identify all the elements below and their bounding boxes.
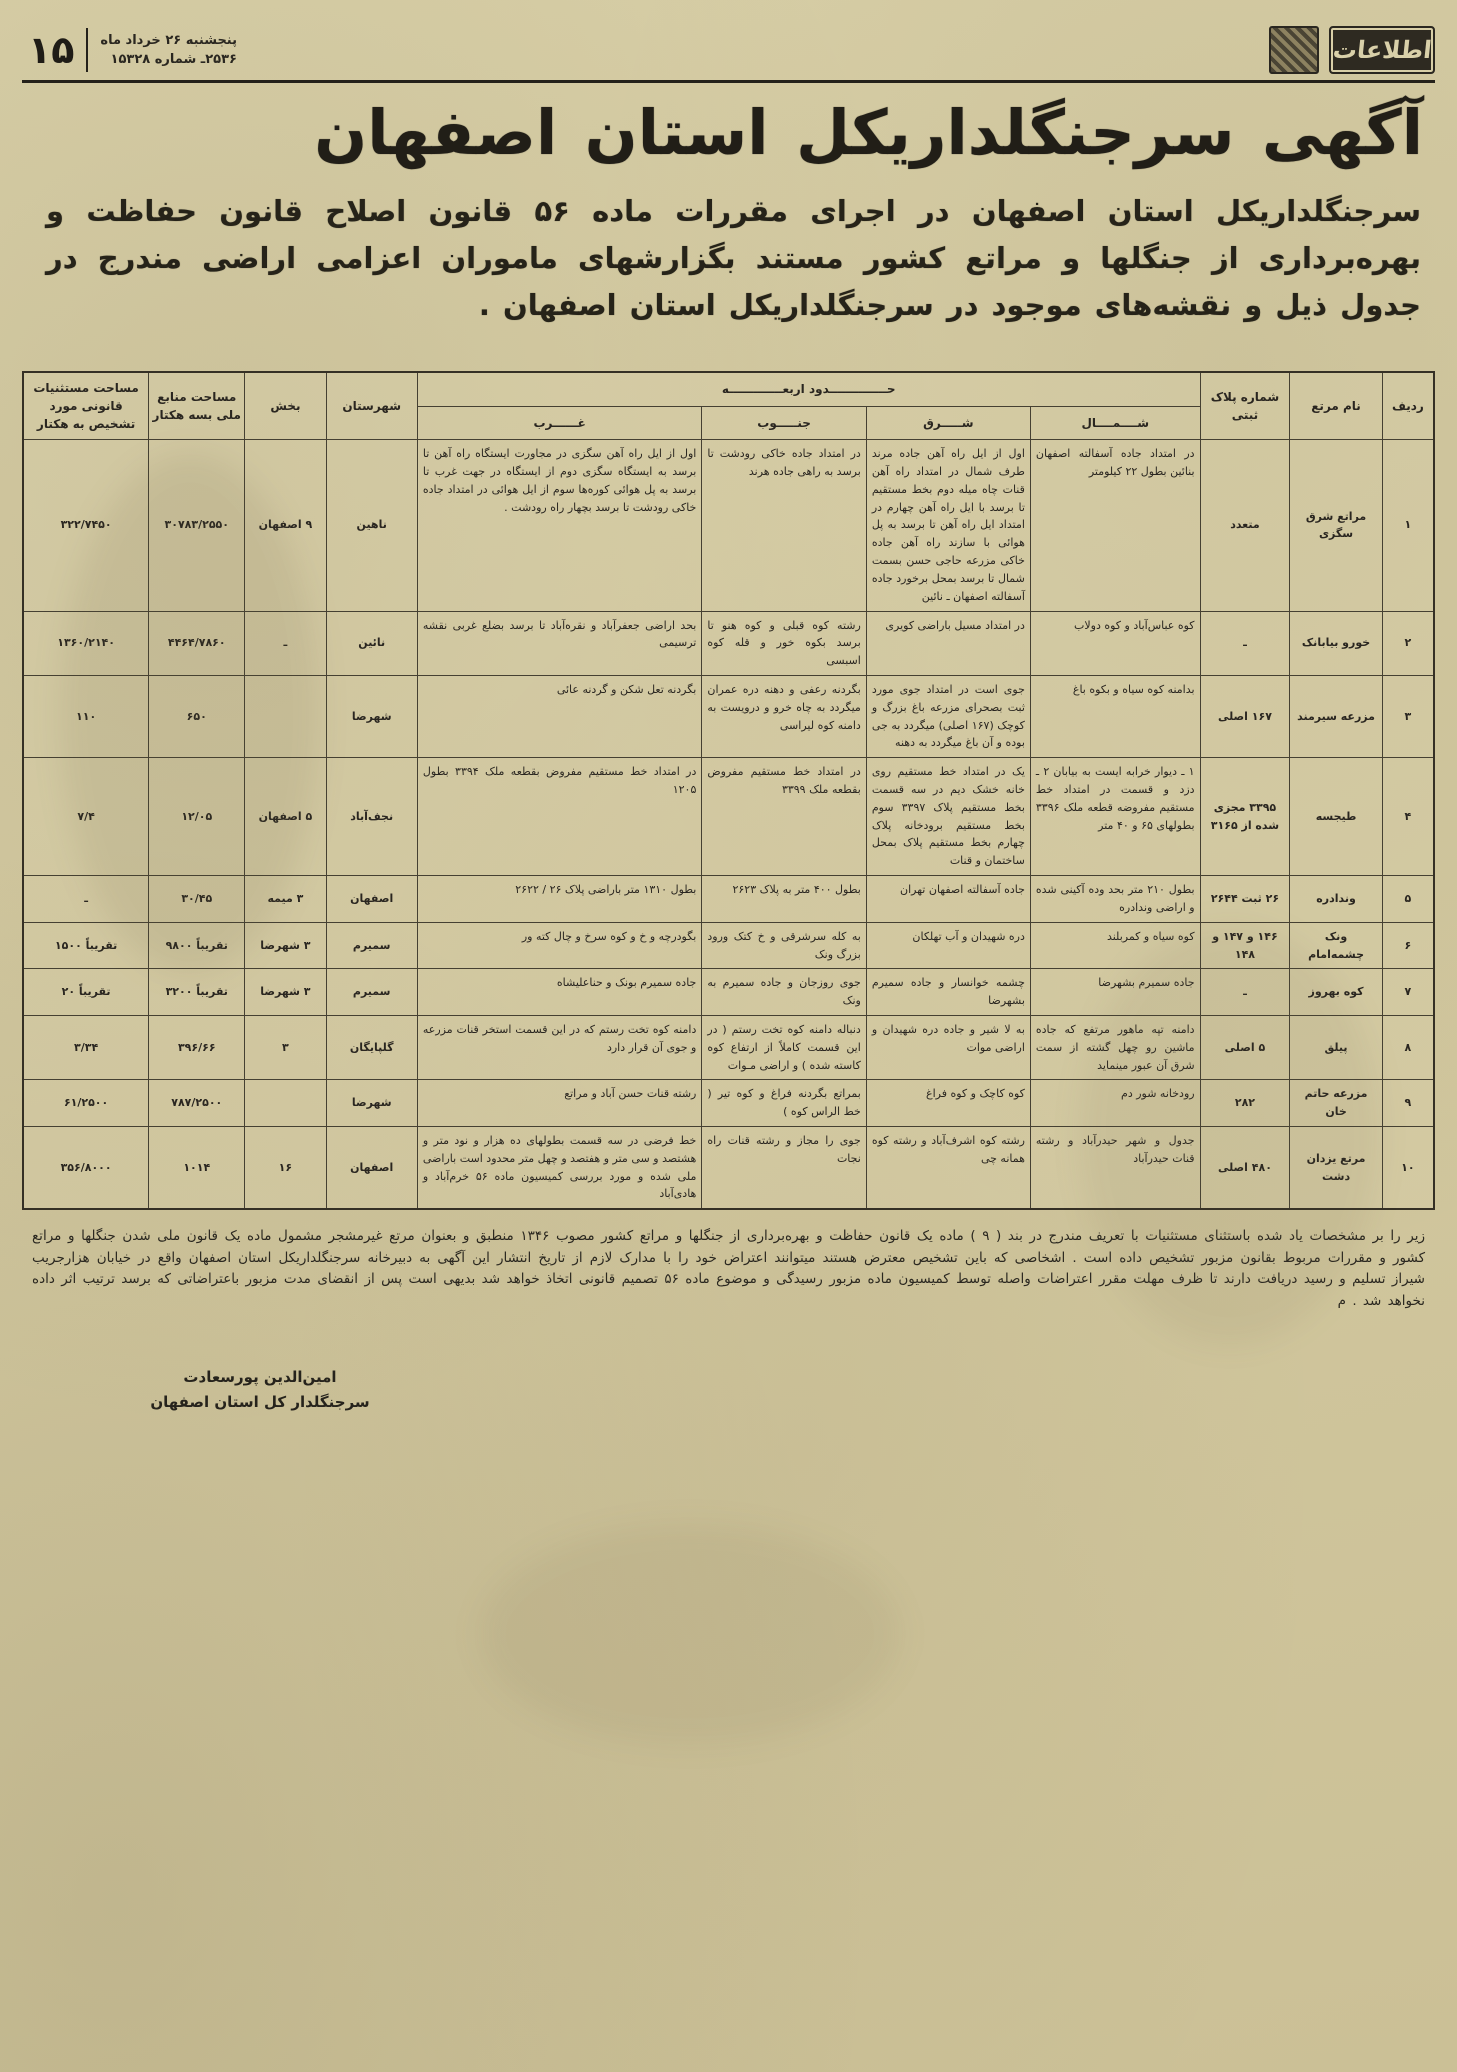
cell-county: اصفهان xyxy=(326,1127,417,1210)
cell-exception: ۷/۴ xyxy=(23,758,149,876)
brand-group xyxy=(1269,26,1435,74)
header-north: شــــمــــال xyxy=(1030,406,1200,439)
cell-name: مرتع یزدان دشت xyxy=(1290,1127,1382,1210)
cell-national: ۴۴۶۴/۷۸۶۰ xyxy=(149,611,245,675)
cell-west: بطول ۱۳۱۰ متر باراضی پلاک ۲۶ / ۲۶۲۲ xyxy=(417,876,701,923)
notice-intro: سرجنگلداریکل استان اصفهان در اجرای مقررات ماده ۵۶ قانون اصلاح قانون حفاظت و بهره‌برداری از جنگلها و مراتع کشور مستند بگزارشهای ماموران اعزامی اراضی مندرج در جدول ذیل و نقشه‌های موجود در سرجنگلداریکل استان اصفهان . xyxy=(46,194,1421,323)
cell-radif: ۹ xyxy=(1382,1080,1434,1127)
signature-name: امین‌الدین پورسعادت xyxy=(183,1367,337,1386)
cell-south: جوی روزجان و جاده سمیرم به ونک xyxy=(702,969,866,1016)
cell-west: خط فرضی در سه قسمت بطولهای ده هزار و نود متر و هشتصد و سی متر و هفتصد و چهل متر محدود است باراضی ملی شده و مورد بررسی کمیسیون ماده ۵۶ خرم‌آباد و هادی‌آباد xyxy=(417,1127,701,1210)
header-south: جنـــــوب xyxy=(702,406,866,439)
boundaries-table xyxy=(22,371,1435,1210)
cell-south: در امتداد خط مستقیم مفروض بقطعه ملک ۳۳۹۹ xyxy=(702,758,866,876)
cell-radif: ۲ xyxy=(1382,611,1434,675)
table-row xyxy=(23,1080,1434,1127)
issue-group xyxy=(22,28,237,72)
cell-east: جوی است در امتداد جوی مورد ثبت بصحرای مزرعه باغ بزرگ و کوچک (۱۶۷ اصلی) میگردد به جی بوده و آن باغ میگردد به دهنه xyxy=(866,675,1030,757)
cell-radif: ۱ xyxy=(1382,440,1434,611)
cell-county: نائین xyxy=(326,611,417,675)
notice-headline: آگهی سرجنگلداریکل استان اصفهان xyxy=(314,96,1423,169)
cell-district: ۳ میمه xyxy=(245,876,326,923)
cell-district: ۹ اصفهان xyxy=(245,440,326,611)
header-exception-area: مساحت مستثنیات قانونی مورد تشخیص به هکتار xyxy=(23,372,149,440)
cell-name: مراتع شرق سگزی xyxy=(1290,440,1382,611)
cell-west: بگودرچه و خ و کوه سرخ و چال کته ور xyxy=(417,922,701,969)
cell-radif: ۵ xyxy=(1382,876,1434,923)
cell-plaque: ۱۶۷ اصلی xyxy=(1200,675,1290,757)
cell-west: در امتداد خط مستقیم مفروض بقطعه ملک ۳۳۹۴ بطول ۱۲۰۵ xyxy=(417,758,701,876)
page-number: ۱۵ xyxy=(28,28,75,72)
cell-county: اصفهان xyxy=(326,876,417,923)
cell-north: بدامنه کوه سیاه و بکوه باغ xyxy=(1030,675,1200,757)
header-east: شـــــرق xyxy=(866,406,1030,439)
cell-name: مزرعه حاتم خان xyxy=(1290,1080,1382,1127)
cell-east: به لا شیر و جاده دره شهیدان و اراضی موات xyxy=(866,1015,1030,1079)
cell-radif: ۴ xyxy=(1382,758,1434,876)
cell-exception: ۱۱۰ xyxy=(23,675,149,757)
cell-south: بطول ۴۰۰ متر به پلاک ۲۶۲۳ xyxy=(702,876,866,923)
boundaries-table-wrap xyxy=(22,371,1435,1210)
cell-east: در امتداد مسیل باراضی کویری xyxy=(866,611,1030,675)
cell-district: ۳ xyxy=(245,1015,326,1079)
cell-name: کوه بهروز xyxy=(1290,969,1382,1016)
cell-north: بطول ۲۱۰ متر بحد وده آکینی شده و اراضی وندادره xyxy=(1030,876,1200,923)
header-district: بخش xyxy=(245,372,326,440)
cell-north: رودخانه شور دم xyxy=(1030,1080,1200,1127)
divider xyxy=(86,28,88,72)
cell-east: اول از ایل راه آهن جاده مرند طرف شمال در امتداد راه آهن قنات چاه میله دوم بخط مستقیم تا برسد با ایل راه آهن چهارم در امتداد ایل راه آهن تا برسد به پل هوائی با سازند راه آهن جاده خاکی مزرعه حاجی حسن بسمت شمال تا برسد بمحل برخورد جاده آسفالته اصفهان ـ نائین xyxy=(866,440,1030,611)
header-county: شهرستان xyxy=(326,372,417,440)
cell-county: سمیرم xyxy=(326,922,417,969)
cell-national: ۱۲/۰۵ xyxy=(149,758,245,876)
table-row xyxy=(23,1127,1434,1210)
table-row xyxy=(23,675,1434,757)
newspaper-page xyxy=(0,24,1457,2072)
cell-east: کوه کاچک و کوه فراغ xyxy=(866,1080,1030,1127)
cell-north: ۱ ـ دیوار خرابه ایست به بیابان ۲ ـ دزد و قسمت در امتداد خط مستقیم مفروضه قطعه ملک ۳۳۹۶ بطولهای ۶۵ و ۴۰ متر xyxy=(1030,758,1200,876)
cell-south: بگردنه رعفی و دهنه دره عمران میگردد به چاه خرو و درویست به دامنه کوه لیراسی xyxy=(702,675,866,757)
cell-north: دامنه تپه ماهور مرتفع که جاده ماشین رو چهل گشته از سمت شرق آن عبور مینماید xyxy=(1030,1015,1200,1079)
cell-plaque: ـ xyxy=(1200,969,1290,1016)
cell-national: ۳۰۷۸۳/۲۵۵۰ xyxy=(149,440,245,611)
cell-county: نجف‌آباد xyxy=(326,758,417,876)
cell-national: تقریباً ۹۸۰۰ xyxy=(149,922,245,969)
cell-national: ۳۹۶/۶۶ xyxy=(149,1015,245,1079)
cell-district xyxy=(245,675,326,757)
cell-north: جدول و شهر حیدرآباد و رشته قنات حیدرآباد xyxy=(1030,1127,1200,1210)
cell-plaque: ۴۸۰ اصلی xyxy=(1200,1127,1290,1210)
newspaper-logo xyxy=(1329,26,1435,74)
paper-stain xyxy=(480,1524,900,1744)
cell-national: ۷۸۷/۲۵۰۰ xyxy=(149,1080,245,1127)
cell-radif: ۶ xyxy=(1382,922,1434,969)
cell-radif: ۱۰ xyxy=(1382,1127,1434,1210)
cell-district: ۵ اصفهان xyxy=(245,758,326,876)
cell-county: سمیرم xyxy=(326,969,417,1016)
cell-radif: ۷ xyxy=(1382,969,1434,1016)
table-row xyxy=(23,876,1434,923)
cell-national: ۱۰۱۴ xyxy=(149,1127,245,1210)
cell-name: پیلق xyxy=(1290,1015,1382,1079)
table-body xyxy=(23,440,1434,1210)
cell-north: در امتداد جاده آسفالته اصفهان بنائین بطول ۲۲ کیلومتر xyxy=(1030,440,1200,611)
cell-exception: ۶۱/۲۵۰۰ xyxy=(23,1080,149,1127)
cell-national: ۶۵۰ xyxy=(149,675,245,757)
cell-south: دنباله دامنه کوه تخت رستم ( در این قسمت کاملاً از ارتفاع کوه کاسته شده ) و اراضی مـوات xyxy=(702,1015,866,1079)
cell-exception: تقریباً ۱۵۰۰ xyxy=(23,922,149,969)
cell-east: رشته کوه اشرف‌آباد و رشته کوه همانه چی xyxy=(866,1127,1030,1210)
cell-radif: ۸ xyxy=(1382,1015,1434,1079)
cell-plaque: ۵ اصلی xyxy=(1200,1015,1290,1079)
cell-plaque: ۳۳۹۵ مجزی شده از ۳۱۶۵ xyxy=(1200,758,1290,876)
table-row xyxy=(23,611,1434,675)
cell-south: رشته کوه قبلی و کوه هنو تا برسد بکوه خور و قله کوه اسبسی xyxy=(702,611,866,675)
masthead-bar xyxy=(22,24,1435,83)
cell-name: ونک چشمه‌امام xyxy=(1290,922,1382,969)
table-row xyxy=(23,758,1434,876)
header-radif: ردیف xyxy=(1382,372,1434,440)
signature-block xyxy=(110,1365,410,1416)
cell-plaque: ۲۶ ثبت ۲۶۴۴ xyxy=(1200,876,1290,923)
cell-north: کوه سیاه و کمربلند xyxy=(1030,922,1200,969)
table-row xyxy=(23,922,1434,969)
cell-north: کوه عباس‌آباد و کوه دولاب xyxy=(1030,611,1200,675)
header-national-area: مساحت منابع ملی بسه هکتار xyxy=(149,372,245,440)
cell-exception: ۱۳۶۰/۲۱۴۰ xyxy=(23,611,149,675)
cell-exception: ـ xyxy=(23,876,149,923)
header-name: نام مرتع xyxy=(1290,372,1382,440)
cell-plaque: ۲۸۲ xyxy=(1200,1080,1290,1127)
cell-west: بگردنه تعل شکن و گردنه عائی xyxy=(417,675,701,757)
cell-national: تقریباً ۳۲۰۰ xyxy=(149,969,245,1016)
cell-exception: ۳/۳۴ xyxy=(23,1015,149,1079)
signature-title: سرجنگلدار کل استان اصفهان xyxy=(150,1393,370,1412)
cell-west: اول از ایل راه آهن سگزی در مجاورت ایستگاه راه آهن تا برسد به ایستگاه سگزی دوم از ایستگاه در جهت غرب تا برسد به پل هوائی کوره‌ها سوم از ایل هوائی در امتداد جاده خاکی رودشت تا برسد بچهار راه رودشت . xyxy=(417,440,701,611)
cell-district: ـ xyxy=(245,611,326,675)
cell-exception: ۳۵۶/۸۰۰۰ xyxy=(23,1127,149,1210)
cell-south: بمراتع بگردنه فراغ و کوه تیر ( خط الراس کوه ) xyxy=(702,1080,866,1127)
header-west: غــــــرب xyxy=(417,406,701,439)
cell-exception: تقریباً ۲۰ xyxy=(23,969,149,1016)
cell-plaque: ۱۴۶ و ۱۴۷ و ۱۴۸ xyxy=(1200,922,1290,969)
cell-national: ۳۰/۴۵ xyxy=(149,876,245,923)
cell-county: شهرضا xyxy=(326,675,417,757)
cell-name: وندادره xyxy=(1290,876,1382,923)
cell-west: رشته قنات حسن آباد و مراتع xyxy=(417,1080,701,1127)
cell-south: به کله سرشرقی و خ کتک ورود بزرگ ونک xyxy=(702,922,866,969)
table-header xyxy=(23,372,1434,440)
cell-district xyxy=(245,1080,326,1127)
cell-south: جوی را مجاز و رشته قنات راه نجات xyxy=(702,1127,866,1210)
table-row xyxy=(23,969,1434,1016)
newspaper-logo-text: اطلاعات xyxy=(1331,36,1433,64)
cell-name: خورو بیابانک xyxy=(1290,611,1382,675)
cell-name: طیجسه xyxy=(1290,758,1382,876)
cell-plaque: متعدد xyxy=(1200,440,1290,611)
cell-county: ناهین xyxy=(326,440,417,611)
cell-west: جاده سمیرم بونک و حناعلیشاه xyxy=(417,969,701,1016)
cell-west: بحد اراضی جعفرآباد و نقره‌آباد تا برسد بضلع غربی نقشه ترسیمی xyxy=(417,611,701,675)
table-row xyxy=(23,1015,1434,1079)
cell-name: مزرعه سیرمند xyxy=(1290,675,1382,757)
table-row xyxy=(23,440,1434,611)
cell-east: چشمه خوانسار و جاده سمیرم بشهرضا xyxy=(866,969,1030,1016)
header-bounds: حــــــــــــــدود اربعـــــــــــــه xyxy=(417,372,1200,406)
cell-east: جاده آسفالته اصفهان تهران xyxy=(866,876,1030,923)
cell-exception: ۳۲۲/۷۴۵۰ xyxy=(23,440,149,611)
ornament-stamp-icon xyxy=(1269,26,1319,74)
cell-west: دامنه کوه تخت رستم که در این قسمت استخر قنات مزرعه و جوی آن قرار دارد xyxy=(417,1015,701,1079)
legal-text: زیر را بر مشخصات یاد شده باستثنای مستثنیات با تعریف مندرج در بند ( ۹ ) ماده یک قانون حفاظت و بهره‌برداری از جنگلها و مراتع کشور مصوب ۱۳۴۶ منطبق و بعنوان مرتع غیرمشجر مشمول ماده یک قانون ملی شدن جنگلها و مراتع کشور و مقررات مربوط بقانون مزبور تشخیص داده است . اشخاصی که باین تشخیص معترض هستند میتوانند اعتراض خود را با مدارک لازم از تاریخ انتشار این آگهی به دبیرخانه سرجنگلداریکل استان اصفهان واقع در خیابان هزارجریب شیراز تسلیم و رسید دریافت دارند تا ظرف مهلت مقرر اعتراضات واصله توسط کمیسیون ماده مزبور رسیدگی و موضوع ماده ۵۶ تصمیم قانونی اتخاذ خواهد شد بدیهی است پس از انقضای مدت مزبور باعتراضاتی که برسد ترتیب اثر داده نخواهد شد . م xyxy=(32,1228,1425,1310)
cell-east: دره شهیدان و آب تهلکان xyxy=(866,922,1030,969)
cell-county: گلپایگان xyxy=(326,1015,417,1079)
cell-plaque: ـ xyxy=(1200,611,1290,675)
cell-north: جاده سمیرم بشهرضا xyxy=(1030,969,1200,1016)
cell-district: ۱۶ xyxy=(245,1127,326,1210)
cell-south: در امتداد جاده خاکی رودشت تا برسد به راهی جاده هرند xyxy=(702,440,866,611)
issue-date-line2: ۲۵۳۶ـ شماره ۱۵۳۲۸ xyxy=(110,52,237,67)
header-plaque: شماره پلاک ثبتی xyxy=(1200,372,1290,440)
cell-east: یک در امتداد خط مستقیم روی خانه خشک دیم در سه قسمت بخط مستقیم پلاک ۳۳۹۷ سوم بخط مستقیم برودخانه پلاک چهارم بخط مستقیم پلاک بمحل ساختمان و قنات xyxy=(866,758,1030,876)
cell-county: شهرضا xyxy=(326,1080,417,1127)
issue-date-line1: پنجشنبه ۲۶ خرداد ماه xyxy=(100,32,237,48)
cell-district: ۳ شهرضا xyxy=(245,969,326,1016)
cell-district: ۳ شهرضا xyxy=(245,922,326,969)
issue-date xyxy=(100,31,237,70)
cell-radif: ۳ xyxy=(1382,675,1434,757)
